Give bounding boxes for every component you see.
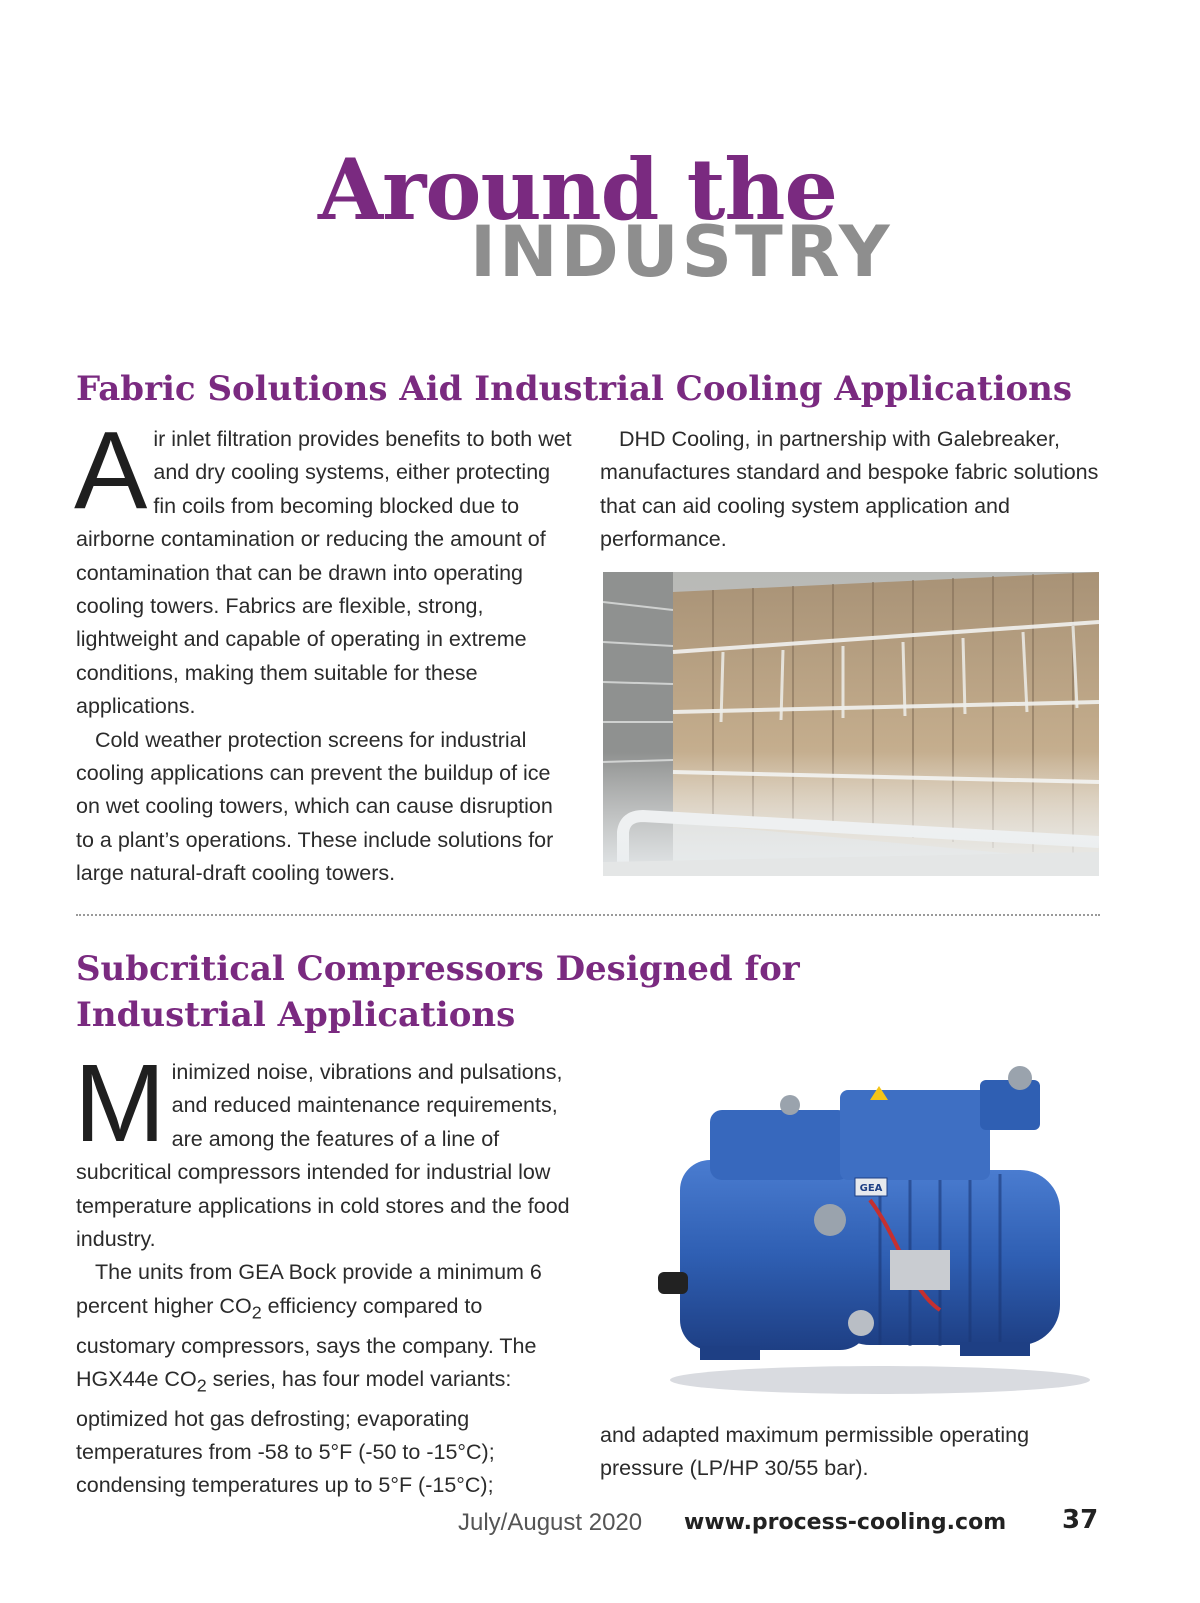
page-number: 37: [1062, 1505, 1099, 1535]
compressor-photo: [640, 1050, 1100, 1400]
footer-date: July/August 2020: [458, 1509, 643, 1536]
article2-left-column: [74, 1042, 576, 1503]
masthead-subtitle: INDUSTRY: [470, 211, 893, 293]
article2-paragraph-3: and adapted maximum permissible operating pressure (LP/HP 30/55 bar).: [600, 1423, 1030, 1481]
article2-drop-cap: M: [74, 1042, 166, 1165]
article2-right-column: [600, 1419, 1100, 1486]
article2-headline: Subcritical Compressors Designed for Industrial Applications: [76, 949, 800, 1035]
masthead: [0, 140, 1200, 300]
compressor-logo-text: GEA: [859, 1183, 883, 1194]
masthead-title: Around the: [318, 140, 837, 239]
article1-paragraph-1: Air inlet filtration provides benefits to both wet and dry cooling systems, either protecting fin coils from becoming blocked due to airborne contamination or reducing the amount of contamination that can be drawn into operating cooling towers. Fabrics are flexible, strong, lightweight and capable of operating in extreme conditions, making them suitable for these applications.: [74, 409, 572, 719]
section-divider: [76, 914, 1100, 916]
footer-url[interactable]: www.process-cooling.com: [684, 1510, 1007, 1535]
article1-headline: Fabric Solutions Aid Industrial Cooling Applications: [76, 369, 1073, 409]
article2-paragraph-1: Minimized noise, vibrations and pulsations, and reduced maintenance requirements, are among the features of a line of subcritical compressors intended for industrial low temperature applications in cold stores and the food industry.: [74, 1042, 570, 1252]
article1-paragraph-3: DHD Cooling, in partnership with Galebreaker, manufactures standard and bespoke fabric solutions that can aid cooling system application and performance.: [600, 427, 1099, 552]
article1-paragraph-2: Cold weather protection screens for industrial cooling applications can prevent the buildup of ice on wet cooling towers, which can cause disruption to a plant’s operations. These include solutions for large natural-draft cooling towers.: [76, 727, 554, 886]
article2-paragraph-2: The units from GEA Bock provide a minimum 6 percent higher $CO_2$ efficiency compared to customary compressors, says the company. The HGX44e $CO_2$ series, has four model variants: optimized hot gas defrosting; evaporating temperatures from -58 to 5°F (-50 to -15°C); condensing temperatures up to 5°F (-15°C);: [76, 1260, 542, 1498]
compressor-image: [640, 1050, 1100, 1400]
article1-left-column: [74, 409, 576, 891]
frozen-cooling-tower-image: [603, 572, 1099, 876]
article1-right-column: [600, 423, 1100, 557]
cooling-tower-photo: [603, 572, 1099, 876]
article1-drop-cap: A: [74, 409, 148, 532]
